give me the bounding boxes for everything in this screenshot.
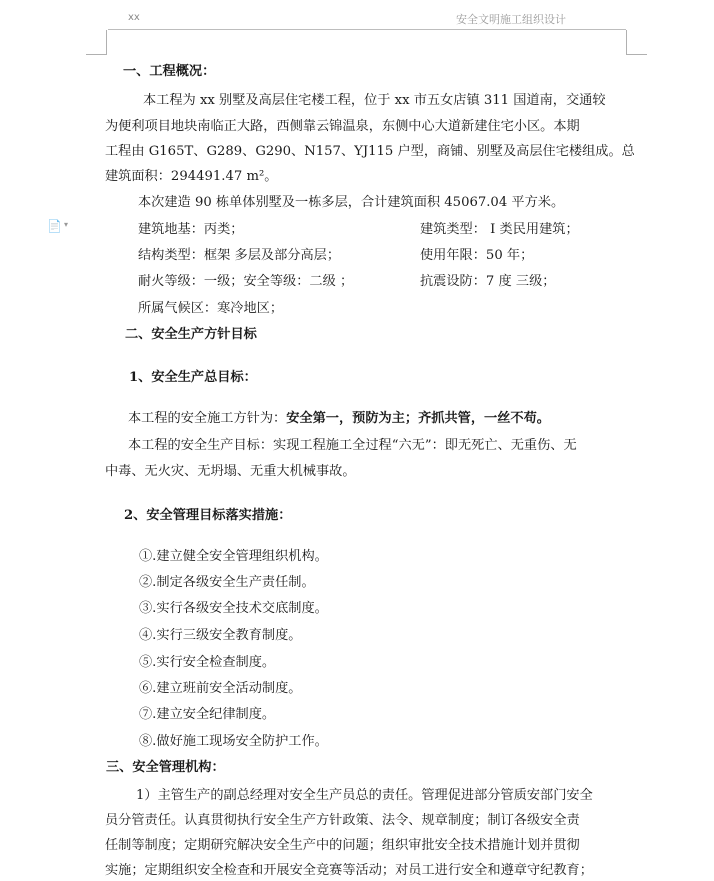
paragraph-line: 员分管责任。认真贯彻执行安全生产方针政策、法令、规章制度；制订各级安全责 <box>105 813 580 828</box>
paragraph-line: 本次建造 90 栋单体别墅及一栋多层，合计建筑面积 45067.04 平方米。 <box>138 195 565 210</box>
header-title: 安全文明施工组织设计 <box>456 13 566 26</box>
paragraph-line: 本工程的安全生产目标：实现工程施工全过程“六无”：即无死亡、无重伤、无 <box>128 438 577 453</box>
header-left: xx <box>128 12 140 23</box>
fact-left: 耐火等级：一级；安全等级：二级 ； <box>138 274 354 289</box>
measure-item: ⑧.做好施工现场安全防护工作。 <box>139 734 328 749</box>
paragraph-line: 建筑面积：294491.47 m²。 <box>105 169 278 184</box>
header-rule <box>108 29 626 30</box>
measure-item: ⑥.建立班前安全活动制度。 <box>139 681 302 696</box>
fact-left: 结构类型：框架 多层及部分高层； <box>138 248 341 263</box>
policy-emphasis: 安全第一，预防为主；齐抓共管，一丝不苟。 <box>286 411 550 426</box>
policy-line <box>128 410 550 428</box>
measure-item: ③.实行各级安全技术交底制度。 <box>139 601 328 616</box>
measure-item: ②.制定各级安全生产责任制。 <box>139 575 315 590</box>
margin-corner-left <box>86 30 107 55</box>
document-icon[interactable]: 📄 <box>47 219 62 233</box>
measure-item: ④.实行三级安全教育制度。 <box>139 628 302 643</box>
measure-item: ⑦.建立安全纪律制度。 <box>139 707 276 722</box>
fact-right: 使用年限：50 年； <box>420 248 534 263</box>
paragraph-line: 实施；定期组织安全检查和开展安全竞赛等活动；对员工进行安全和遵章守纪教育； <box>105 863 593 878</box>
subsection-title: 2、安全管理目标落实措施： <box>124 508 292 523</box>
paragraph-line: 为便利项目地块南临正大路，西侧靠云锦温泉，东侧中心大道新建住宅小区。本期 <box>105 119 580 134</box>
section-2-title: 二、安全生产方针目标 <box>125 327 257 342</box>
paragraph-line: 本工程为 xx 别墅及高层住宅楼工程，位于 xx 市五女店镇 311 国道南，交通较 <box>143 93 606 108</box>
paragraph-line: 工程由 G165T、G289、G290、N157、YJ115 户型，商铺、别墅及高层住宅楼组成。总 <box>105 144 635 159</box>
margin-corner-right <box>626 30 647 55</box>
fact-left: 建筑地基：丙类； <box>138 222 244 237</box>
paragraph-line: 任制等制度；定期研究解决安全生产中的问题；组织审批安全技术措施计划并贯彻 <box>105 838 580 853</box>
chevron-down-icon[interactable]: ▾ <box>64 220 69 229</box>
subsection-title: 1、安全生产总目标： <box>129 370 257 385</box>
section-1-title: 一、工程概况： <box>123 64 216 79</box>
paragraph-line: 中毒、无火灾、无坍塌、无重大机械事故。 <box>105 464 356 479</box>
policy-prefix: 本工程的安全施工方针为： <box>128 411 287 426</box>
fact-right: 建筑类型： I 类民用建筑； <box>420 222 579 237</box>
paragraph-line: 1）主管生产的副总经理对安全生产员总的责任。管理促进部分管质安部门安全 <box>136 788 593 803</box>
section-3-title: 三、安全管理机构： <box>106 760 225 775</box>
fact-right: 抗震设防：7 度 三级； <box>420 274 556 289</box>
fact-left: 所属气候区：寒冷地区； <box>138 301 284 316</box>
measure-item: ①.建立健全安全管理组织机构。 <box>139 549 328 564</box>
measure-item: ⑤.实行安全检查制度。 <box>139 655 276 670</box>
